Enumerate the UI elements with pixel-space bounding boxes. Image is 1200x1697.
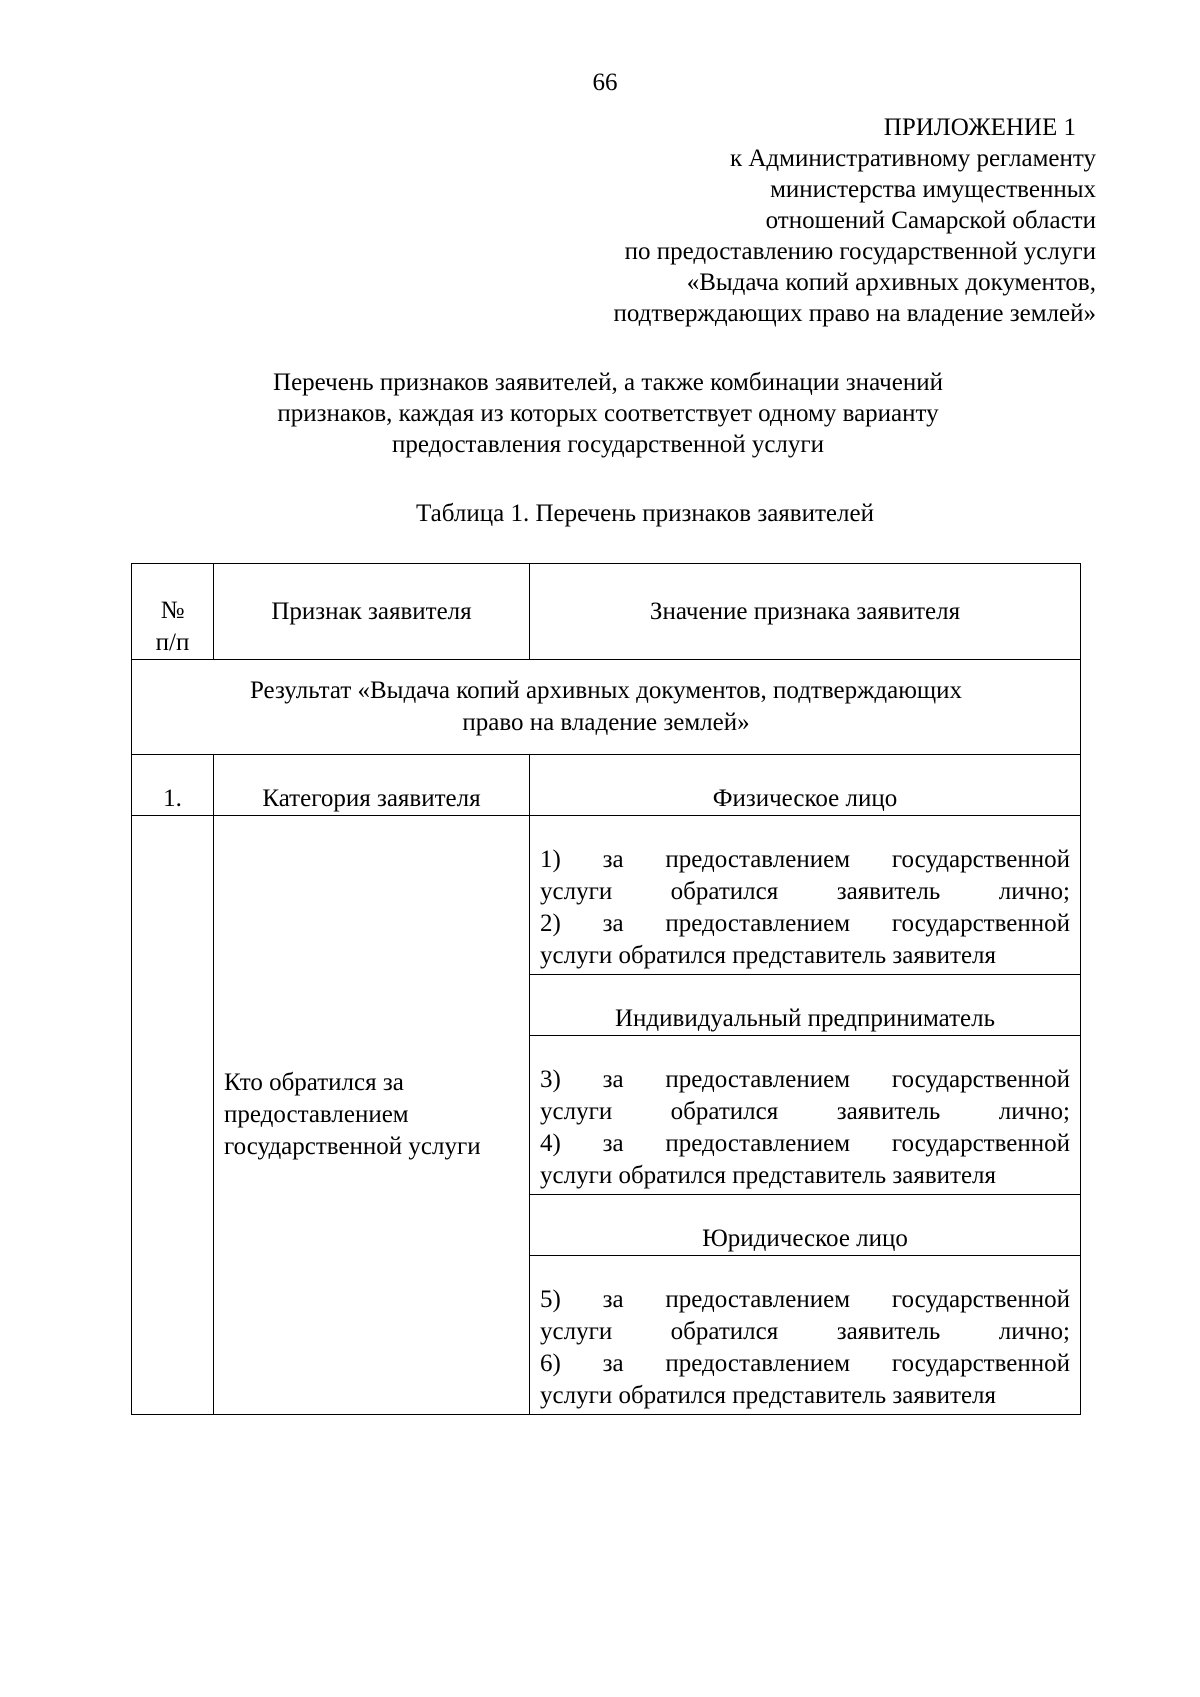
- value-group-cell: [530, 1036, 1081, 1195]
- value-line: 1) за предоставлением государственной: [540, 846, 1070, 873]
- result-cell: [132, 660, 1081, 755]
- result-row: [132, 660, 1081, 755]
- value-line: 4) за предоставлением государственной: [540, 1130, 1070, 1157]
- row-num-cell: [132, 816, 214, 1415]
- table-header-row: [132, 564, 1081, 660]
- header-value-cell: Значение признака заявителя: [530, 564, 1081, 660]
- value-group-cell: [530, 816, 1081, 975]
- value-line: услуги обратился заявитель лично;: [540, 878, 1070, 905]
- value-line: 5) за предоставлением государственной: [540, 1286, 1070, 1313]
- appendix-line: отношений Самарской области: [765, 207, 1096, 234]
- table-caption: Таблица 1. Перечень признаков заявителей: [416, 500, 874, 527]
- header-num-cell: [132, 564, 214, 660]
- value-line: 3) за предоставлением государственной: [540, 1066, 1070, 1093]
- appendix-line: «Выдача копий архивных документов,: [686, 269, 1096, 296]
- header-sign-cell: Признак заявителя: [214, 564, 530, 660]
- appendix-line: к Административному регламенту: [729, 145, 1096, 172]
- appendix-line: подтверждающих право на владение землей»: [613, 300, 1096, 327]
- row-sign-cell: Кто обратился за предоставлением государственной услуги: [214, 816, 530, 1415]
- value-line: услуги обратился заявитель лично;: [540, 1098, 1070, 1125]
- value-line: услуги обратился представитель заявителя: [540, 1382, 997, 1409]
- value-group-cell: [530, 1256, 1081, 1415]
- result-line: право на владение землей»: [462, 709, 750, 736]
- value-line: услуги обратился представитель заявителя: [540, 1162, 997, 1189]
- page-number: 66: [592, 69, 618, 96]
- title-line: предоставления государственной услуги: [391, 431, 825, 458]
- title-line: Перечень признаков заявителей, а также комбинации значений: [273, 369, 943, 396]
- table-row: [132, 755, 1081, 816]
- appendix-header: [614, 112, 1097, 329]
- value-line: 2) за предоставлением государственной: [540, 910, 1070, 937]
- value-line: услуги обратился представитель заявителя: [540, 942, 997, 969]
- appendix-line: министерства имущественных: [770, 176, 1096, 203]
- table-row: [132, 816, 1081, 975]
- row-sign-cell: Категория заявителя: [214, 755, 530, 816]
- title-line: признаков, каждая из которых соответствует одному варианту: [277, 400, 939, 427]
- row-num-cell: 1.: [132, 755, 214, 816]
- category-cell: Индивидуальный предприниматель: [530, 975, 1081, 1036]
- result-line: Результат «Выдача копий архивных документов, подтверждающих: [249, 677, 962, 704]
- value-line: услуги обратился заявитель лично;: [540, 1318, 1070, 1345]
- header-num-line1: №: [160, 596, 185, 624]
- header-num-line2: п/п: [155, 628, 190, 656]
- criteria-table: [131, 563, 1081, 1415]
- row-value-cell: Физическое лицо: [530, 755, 1081, 816]
- category-cell: Юридическое лицо: [530, 1195, 1081, 1256]
- appendix-line: по предоставлению государственной услуги: [624, 238, 1096, 265]
- value-line: 6) за предоставлением государственной: [540, 1350, 1070, 1377]
- appendix-heading: ПРИЛОЖЕНИЕ 1: [883, 114, 1076, 141]
- document-title: [0, 367, 1200, 460]
